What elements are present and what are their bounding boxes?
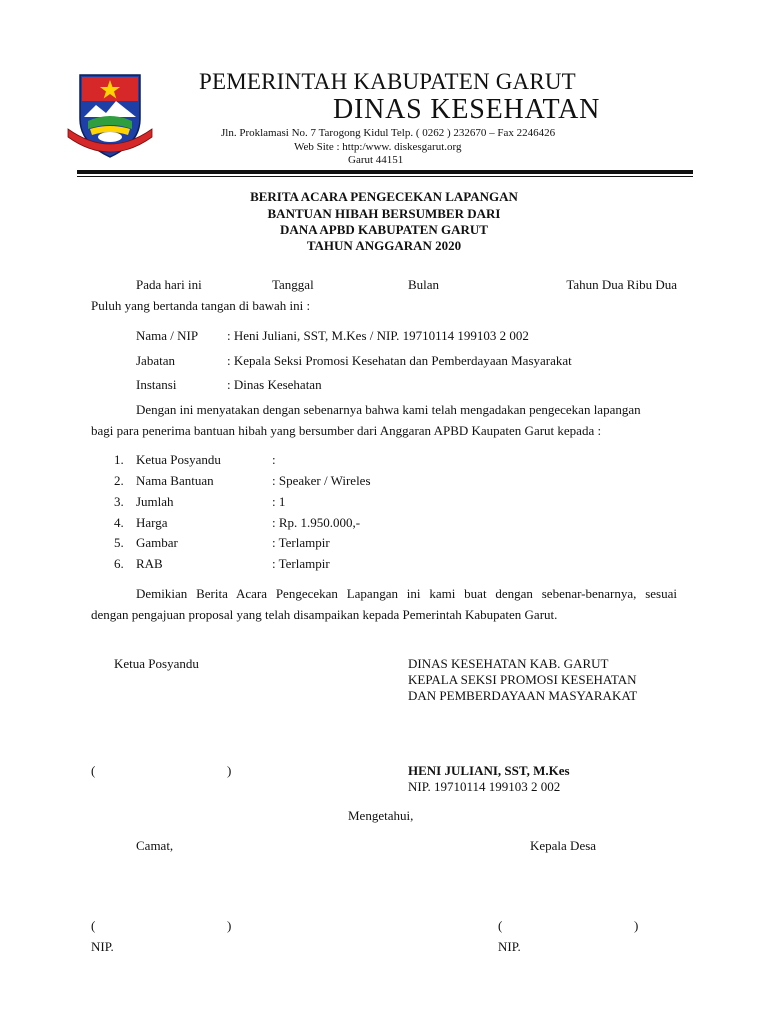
government-name: PEMERINTAH KABUPATEN GARUT	[199, 69, 576, 94]
list-item-value: : Rp. 1.950.000,-	[272, 515, 361, 530]
agency-address: Jln. Proklamasi No. 7 Tarogong Kidul Telp. ( 0262 ) 232670 – Fax 2246426	[221, 127, 556, 139]
list-item-number: 6.	[114, 556, 124, 571]
signer-label: Jabatan	[136, 353, 175, 368]
document-title-line-1: BERITA ACARA PENGECEKAN LAPANGAN	[250, 189, 518, 204]
document-title-line-2: BANTUAN HIBAH BERSUMBER DARI	[267, 206, 501, 221]
letterhead-rule-thick	[77, 170, 693, 174]
list-item-label: Gambar	[136, 535, 178, 550]
signer-value: : Kepala Seksi Promosi Kesehatan dan Pemberdayaan Masyarakat	[227, 353, 572, 368]
sign-left-paren-open: (	[91, 763, 96, 778]
closing-line-1: Demikian Berita Acara Pengecekan Lapangan ini kami buat dengan sebenar-benarnya, sesuai	[136, 586, 677, 601]
sign-left-paren-close: )	[227, 763, 232, 778]
closing-line-2: dengan pengajuan proposal yang telah disampaikan kepada Pemerintah Kabupaten Garut.	[91, 607, 558, 622]
statement-line-1: Dengan ini menyatakan dengan sebenarnya bahwa kami telah mengadakan pengecekan lapangan	[136, 402, 641, 417]
acknowledged-label: Mengetahui,	[348, 808, 414, 823]
kepala-desa-title: Kepala Desa	[530, 838, 597, 853]
signer-label: Instansi	[136, 377, 177, 392]
agency-website: Web Site : http:/www. diskesgarut.org	[294, 141, 462, 153]
sign-right-nip: NIP. 19710114 199103 2 002	[408, 779, 561, 794]
sign-left-title: Ketua Posyandu	[114, 656, 199, 671]
sign-right-name: HENI JULIANI, SST, M.Kes	[408, 763, 570, 778]
list-item-label: Nama Bantuan	[136, 473, 214, 488]
list-item-number: 2.	[114, 473, 124, 488]
signer-value: : Heni Juliani, SST, M.Kes / NIP. 19710114 199103 2 002	[227, 328, 529, 343]
opening-day: Pada hari ini	[136, 277, 202, 292]
document-title-line-3: DANA APBD KABUPATEN GARUT	[280, 222, 488, 237]
letterhead-rule-thin	[77, 176, 693, 177]
camat-paren-open: (	[91, 918, 96, 933]
opening-month: Bulan	[408, 277, 440, 292]
agency-city: Garut 44151	[348, 154, 404, 166]
list-item-label: Ketua Posyandu	[136, 452, 221, 467]
kepala-desa-nip: NIP.	[498, 939, 521, 954]
list-item-value: : Speaker / Wireles	[272, 473, 371, 488]
list-item-value: :	[272, 452, 276, 467]
camat-title: Camat,	[136, 838, 174, 853]
camat-paren-close: )	[227, 918, 232, 933]
signer-label: Nama / NIP	[136, 328, 199, 343]
statement-line-2: bagi para penerima bantuan hibah yang bersumber dari Anggaran APBD Kaupaten Garut kepada :	[91, 423, 602, 438]
kepala-desa-paren-close: )	[634, 918, 639, 933]
list-item-value: : Terlampir	[272, 556, 330, 571]
list-item-label: Harga	[136, 515, 168, 530]
list-item-label: Jumlah	[136, 494, 174, 509]
sign-right-title-1: DINAS KESEHATAN KAB. GARUT	[408, 656, 609, 671]
list-item-number: 5.	[114, 535, 124, 550]
kepala-desa-paren-open: (	[498, 918, 503, 933]
list-item-value: : 1	[272, 494, 286, 509]
opening-year: Tahun Dua Ribu Dua	[566, 277, 677, 292]
opening-date: Tanggal	[272, 277, 314, 292]
list-item-value: : Terlampir	[272, 535, 330, 550]
list-item-number: 3.	[114, 494, 124, 509]
opening-line-2: Puluh yang bertanda tangan di bawah ini :	[91, 298, 311, 313]
sign-right-title-2: KEPALA SEKSI PROMOSI KESEHATAN	[408, 672, 637, 687]
garut-regency-coat-of-arms-icon	[66, 71, 154, 159]
agency-name: DINAS KESEHATAN	[333, 94, 601, 125]
camat-nip: NIP.	[91, 939, 114, 954]
list-item-number: 4.	[114, 515, 124, 530]
list-item-label: RAB	[136, 556, 163, 571]
list-item-number: 1.	[114, 452, 124, 467]
signer-value: : Dinas Kesehatan	[227, 377, 322, 392]
sign-right-title-3: DAN PEMBERDAYAAN MASYARAKAT	[408, 688, 638, 703]
document-title-line-4: TAHUN ANGGARAN 2020	[306, 238, 462, 253]
